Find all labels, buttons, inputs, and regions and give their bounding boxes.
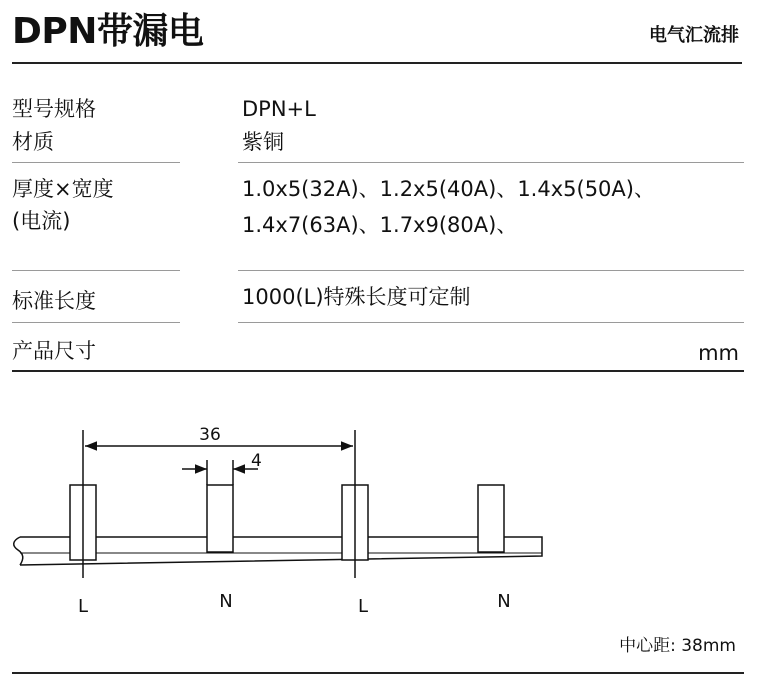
material-value: 紫铜	[242, 130, 284, 154]
thickness-label: 厚度×宽度	[12, 177, 114, 201]
model-value: DPN+L	[242, 97, 316, 121]
thickness-values-line-2: 1.4x7(63A)、1.7x9(80A)、	[242, 213, 518, 237]
dimension-4-label: 4	[251, 451, 262, 471]
busbar-break	[14, 537, 23, 565]
size-unit: mm	[698, 341, 739, 365]
model-label: 型号规格	[12, 97, 96, 121]
page-subtitle: 电气汇流排	[649, 25, 739, 46]
pin-label: L	[77, 596, 89, 617]
pin-n-2	[478, 485, 504, 552]
current-label: (电流)	[12, 209, 71, 233]
pin-n-1	[207, 485, 233, 552]
dimension-36-label: 36	[199, 425, 221, 445]
thickness-values-line-1: 1.0x5(32A)、1.2x5(40A)、1.4x5(50A)、	[242, 177, 655, 201]
page-title: DPN带漏电	[12, 11, 204, 52]
pin-label: L	[357, 596, 369, 617]
pin-label: N	[497, 591, 511, 612]
length-label: 标准长度	[12, 289, 96, 313]
size-label: 产品尺寸	[12, 339, 96, 363]
pin-label: N	[219, 591, 233, 612]
length-value: 1000(L)特殊长度可定制	[242, 285, 471, 309]
footer-divider	[12, 672, 744, 674]
busbar-body	[20, 537, 542, 565]
center-distance-note: 中心距: 38mm	[619, 636, 736, 656]
material-label: 材质	[12, 130, 54, 154]
